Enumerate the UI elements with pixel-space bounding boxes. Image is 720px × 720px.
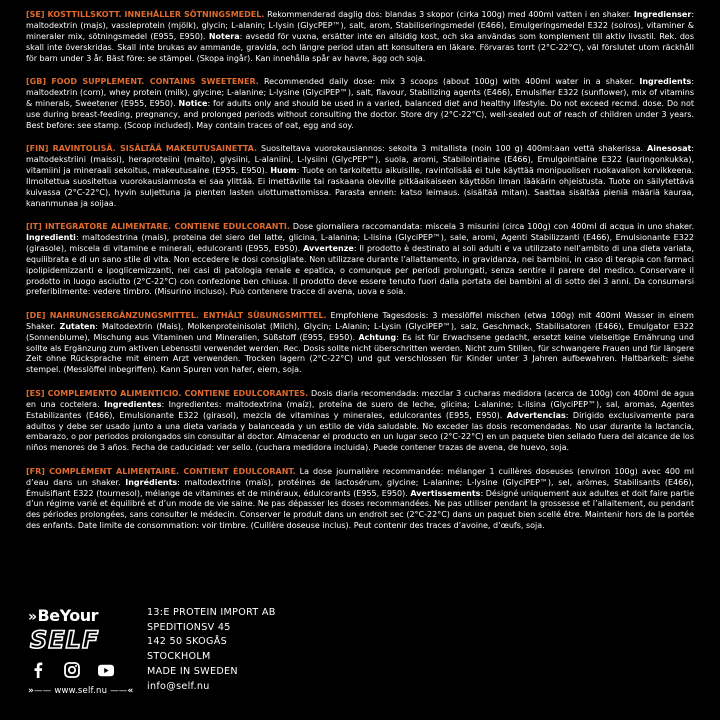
section-text: : Dirigido exclusivamente para adultos y debe ser usado junto a una dieta variada y balanceada y un estilo de vida saludable. No exceder las dosis recomendadas. No usar durante la lactancia, embarazo, o por periodos prolongados sin consultar al doctor. Almacenar el producto en un lugar seco (2°C-22°C) en un paquete bien sellado fuera del alcance de los niños menores de 3 años. Fecha de caducidad: ver sello. (cuchara medidora incluida). Puede contener trazas de avena, de huevo, soja. [26,410,694,453]
section-gb [26,77,694,132]
section-heading: [IT] INTEGRATORE ALIMENTARE. CONTIENE EDULCORANTI. [26,222,290,231]
section-text: Empfohlene Tagesdosis: 3 messlöffel mischen (etwa 100g) mit 400ml Wasser in einem Shaker. [26,310,694,331]
section-keyword: Ingredienti [26,232,76,242]
section-es [26,389,694,454]
section-keyword: Avertissements [410,488,481,498]
section-heading: [GB] FOOD SUPPLEMENT. CONTAINS SWEETENER. [26,77,259,87]
section-text: Rekommenderad daglig dos: blandas 3 skopor (cirka 100g) med 400ml vatten i en shaker. [264,10,634,19]
footer [26,604,706,714]
address-line: SPEDITIONSV 45 [147,621,231,633]
section-it [26,222,694,298]
chevron-right-icon: » [28,686,35,696]
section-text: : maltodextrin (corn), whey protein (milk), glycine; L-alanine; L-lysine (GlyciPEP™), salt, flavour, Stabilizing agents (E466), Emulsifier E322 (sunflower), mix of vitamins & minerals, Sweetener (E955, E950). [26,77,695,108]
brand-logo-top [28,606,98,625]
section-fr [26,467,694,532]
section-se [26,10,694,65]
section-keyword: Ingredienser [633,10,692,19]
section-heading: [FR] COMPLÉMENT ALIMENTAIRE. CONTIENT ÉDULCORANT. [26,466,296,476]
section-heading: [FIN] RAVINTOLISÄ. SISÄLTÄÄ MAKEUTUSAINETTA. [26,144,258,154]
section-text: : Ingredientes: maltodextrina (maíz), proteína de suero de leche, glicina; L-alanine; L-lisina (GlyciPEP™), sal, aromas, Agentes Estabilizantes (E466), Emulsionante E322 (girasol), mezcla de vitaminas y minerales, edulcorantes (E955, E950). [26,399,694,420]
section-keyword: Achtung [358,332,397,342]
section-keyword: Huom [270,165,297,175]
email-link[interactable]: info@self.nu [147,680,210,692]
section-keyword: Avvertenze [303,243,354,253]
social-links [30,662,114,678]
section-text: : Désigné uniquement aux adultes et doit faire partie d’un régime varié et équilibré et d’un mode de vie saine. Ne pas dépasser les doses recommandées. Ne pas utiliser pendant la grossesse et l’allaitement, ou pendant des périodes prolongées, sans consulter le médecin. Conserver le produit dans un endroit sec (2°C-22°C) dans un paquet bien scellé être. Maintenir hors de la portée des enfants. Date limite de consommation: voir timbre. (Cuillère doseuse inclus). Peut contenir des traces d’avoine, d’œufs, soja. [26,488,695,531]
section-text: La dose journalière recommandée: mélanger 1 cuillères doseuses (environ 100g) avec 400 ml d’eau dans un shaker. [26,466,695,487]
section-text: : maltodextrine (maïs), protéines de lactosérum, glycine; L-alanine; L-lysine (GlyciPEP™), sel, arômes, Stabilisants (E466), Émulsifiant E322 (tournesol), mélange de vitamines et de minéraux, édulcorants (E955, E950). [26,477,694,498]
company-address [147,606,276,694]
section-heading: [DE] NAHRUNGSERGÄNZUNGSMITTEL. ENTHÄLT SÜßUNGSMITTEL. [26,310,327,320]
website-link[interactable]: »—— www.self.nu ——« [28,686,134,696]
section-text: : maltodextrin (majs), vassleprotein (mjölk), glycin; L-alanin; L-lysin (GlycPEP™), salt, arom, Stabiliseringsmedel (E466), Emulgeringsmedel E322 (solros), vitaminer & mineraler mix, sötningsmedel (E955, E950). [26,10,695,41]
section-fin [26,144,694,209]
youtube-icon[interactable] [98,662,114,678]
section-text: Recommended daily dose: mix 3 scoops (about 100g) with 400ml water in a shaker. [258,77,640,87]
section-keyword: Notera [208,31,240,41]
section-text: : maltodekstriini (maissi), heraproteiini (maito), glysiini, L-alaniini, L-lysiini (GlycPEP™), suola, aromi, Stabilointiaine (E466), Emulgointiaine E322 (auringonkukka), vitamiini ja mineraali sekoitus, makeutusaine (E955, E950). [26,144,695,175]
section-text: Dose giornaliera raccomandata: miscela 3 misurini (circa 100g) con 400ml di acqua in uno shaker. [289,222,694,231]
section-keyword: Advertencias [506,410,566,420]
facebook-icon[interactable] [30,662,46,678]
brand-name-top: BeYour [37,606,98,625]
address-line: 13:E PROTEIN IMPORT AB [147,607,276,618]
section-text: Dosis diaria recomendada: mezclar 3 cucharas medidora (acerca de 100g) con 400ml de agua en una coctelera. [26,388,695,409]
section-keyword: Notice [178,98,208,108]
section-text: Suositeltava vuorokausiannos: sekoita 3 mitallista (noin 100 g) 400ml:aan vettä shakerissa. [257,144,648,154]
section-text: : for adults only and should be used in a varied, balanced diet and healthy lifestyle. Do not exceed recmd. dose. Do not use during breast-feeding, pregnancy, and prolonged periods without consulting the doctor. Store dry (2°C-22°C), well-sealed out of reach of children under 3 years. Best before: see stamp. (Scoop included). May contain traces of oat, egg and soy. [26,98,694,130]
chevron-left-icon: « [127,686,134,696]
website-text: www.self.nu [54,686,108,696]
address-line: MADE IN SWEDEN [147,665,238,677]
section-keyword: Ingrédients [125,477,178,487]
chevron-right-icon: » [28,609,37,625]
section-text: : Maltodextrin (Mais), Molkenproteinisolat (Milch), Glycin; L-Alanin; L-Lysin (GlyciPEP™), salz, Geschmack, Stabilisatoren (E466), Emulgator E322 (Sonnenblume), Mischung aus Vitaminen und Mineralien, Süßstoff (E955, E950). [26,321,695,342]
section-de [26,311,694,376]
section-text: : Tuote on tarkoitettu aikuisille, ravintolisää ei tule käyttää monipuolisen ruokavalion korvikkeena. Ilmoitettua suositeltua vuorokausiannosta ei saa ylittää. Ei imettäville tai raskaana oleville pitkäaikaiseen käyttöön ilman lääkärin ohjeistusta. Tuote on säilytettävä kuivassa (2°C-22°C), hyvin suljettuna ja pienten lasten ulottumattomissa. Parasta ennen: katso leimaus. (sisältää mitan). Saattaa sisältää pieniä määriä kauraa, kananmunaa ja soijaa. [26,165,695,208]
instagram-icon[interactable] [64,662,80,678]
address-line: 142 50 SKOGÅS [147,636,228,648]
section-text: : maltodestrina (mais), proteina del siero del latte, glicina, L-alanina; L-lisina (GlyciPEP™), sale, aromi, Agenti Stabilizzanti (E466), Emulsionante E322 (girasole), miscela di vitamine e minerali, edulcoranti (E955, E950). [26,232,694,253]
section-keyword: Ingredients [639,77,692,87]
section-text: : avsedd för vuxna, ersätter inte en allsidig kost, och ska användas som komplement till aktiv livsstil. Rek. dos skall inte överskridas. Skall inte brukas av ammande, gravida, och längre period utan att konsultera en läkare. Förvaras torrt (2°C-22°C), väl förslutet utom räckhåll för barn under 3 år. Bäst före: se stämpel. (Skopa ingår). Kan innehålla spår av havre, ägg och soja. [26,31,694,63]
section-heading: [SE] KOSTTILLSKOTT. INNEHÅLLER SÖTNINGSMEDEL. [26,10,265,19]
section-keyword: Ingredientes [104,399,162,409]
section-keyword: Ainesosat [647,144,692,154]
section-heading: [ES] COMPLEMENTO ALIMENTICIO. CONTIENE EDULCORANTES. [26,388,309,398]
section-text: : Es ist für Erwachsene gedacht, ersetzt keine vielseitige Ernährung und sollte als Ergänzung zum aktiven Lebensstil verwendet werden. Rec. Dosis sollte nicht überschritten werden. Nicht zum Stillen, für schwangere Frauen und für längere Zeit ohne Rücksprache mit einem Arzt verwenden. Trocken lagern (2°C-22°C) und gut verschlossen für Kinder unter 3 Jahren aufbewahren. Haltbarkeit: siehe stempel. (Messlöffel inbegriffen). Kann Spuren von hafer, eiern, soja. [26,332,694,375]
section-keyword: Zutaten [59,321,96,331]
section-text: : Il prodotto è destinato ai soli adulti e va utilizzato nell’ambito di una dieta variata, equilibrata e di un sano stile di vita. Non eccedere le dosi consigliate. Non utilizzare durante l’allattamento, in gravidanza, nei bambini, in caso di terapia con farmaci ipolipidemizzanti e ipoglicemizzanti, nei casi di patologia renale e epatica, o comunque per periodi prolungati, senza sentire il parere del medico. Conservare il prodotto in luogo asciutto (2°C-22°C) con confezione ben chiusa. Il prodotto deve essere tenuto fuori dalla portata dei bambini al di sotto dei 3 anni. Da consumarsi preferibilmente: vedere timbro. (Misurino incluso). Può contenere tracce di avena, uova e soia. [26,243,694,297]
address-line: STOCKHOLM [147,651,211,663]
brand-logo [28,606,134,714]
brand-name-bottom: SELF [30,626,100,654]
